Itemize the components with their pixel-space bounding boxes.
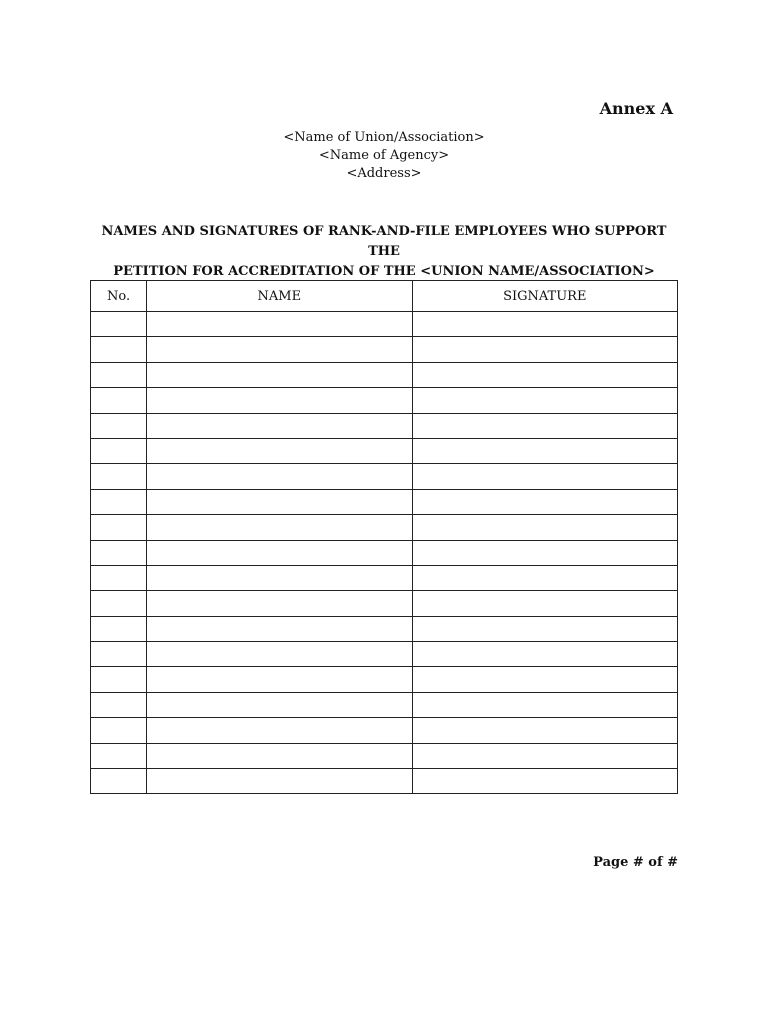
- cell-no[interactable]: [91, 692, 147, 717]
- table-row: [91, 312, 678, 337]
- cell-no[interactable]: [91, 464, 147, 489]
- document-title-line-1: NAMES AND SIGNATURES OF RANK-AND-FILE EMPLOYEES WHO SUPPORT THE: [101, 224, 667, 259]
- cell-no[interactable]: [91, 388, 147, 413]
- table-row: [91, 718, 678, 743]
- cell-name[interactable]: [147, 413, 412, 438]
- cell-signature[interactable]: [412, 362, 677, 387]
- letterhead: [0, 129, 768, 183]
- table-row: [91, 692, 678, 717]
- cell-no[interactable]: [91, 337, 147, 362]
- cell-name[interactable]: [147, 591, 412, 616]
- table-row: [91, 362, 678, 387]
- table-header-row: [91, 281, 678, 312]
- cell-name[interactable]: [147, 464, 412, 489]
- cell-name[interactable]: [147, 769, 412, 794]
- cell-name[interactable]: [147, 489, 412, 514]
- union-name-placeholder: <Name of Union/Association>: [283, 130, 485, 145]
- table-body: [91, 312, 678, 794]
- cell-no[interactable]: [91, 616, 147, 641]
- address-placeholder: <Address>: [346, 166, 422, 181]
- table-row: [91, 667, 678, 692]
- cell-signature[interactable]: [412, 312, 677, 337]
- cell-signature[interactable]: [412, 769, 677, 794]
- table-row: [91, 591, 678, 616]
- cell-signature[interactable]: [412, 438, 677, 463]
- page-number: Page # of #: [593, 855, 678, 870]
- signature-table: [90, 280, 678, 794]
- cell-no[interactable]: [91, 362, 147, 387]
- cell-name[interactable]: [147, 616, 412, 641]
- cell-signature[interactable]: [412, 464, 677, 489]
- column-header-no: No.: [91, 281, 147, 312]
- document-title-line-2: PETITION FOR ACCREDITATION OF THE <UNION NAME/ASSOCIATION>: [113, 264, 655, 279]
- cell-name[interactable]: [147, 388, 412, 413]
- table-row: [91, 413, 678, 438]
- cell-signature[interactable]: [412, 616, 677, 641]
- cell-signature[interactable]: [412, 718, 677, 743]
- cell-name[interactable]: [147, 312, 412, 337]
- cell-signature[interactable]: [412, 540, 677, 565]
- table-row: [91, 769, 678, 794]
- cell-name[interactable]: [147, 565, 412, 590]
- cell-signature[interactable]: [412, 591, 677, 616]
- table-row: [91, 565, 678, 590]
- cell-no[interactable]: [91, 769, 147, 794]
- cell-signature[interactable]: [412, 388, 677, 413]
- document-title: [90, 222, 678, 282]
- cell-name[interactable]: [147, 362, 412, 387]
- annex-label: Annex A: [599, 99, 673, 118]
- cell-signature[interactable]: [412, 515, 677, 540]
- cell-no[interactable]: [91, 413, 147, 438]
- cell-signature[interactable]: [412, 565, 677, 590]
- cell-no[interactable]: [91, 565, 147, 590]
- table-row: [91, 642, 678, 667]
- cell-name[interactable]: [147, 718, 412, 743]
- table-row: [91, 438, 678, 463]
- table-row: [91, 515, 678, 540]
- cell-name[interactable]: [147, 642, 412, 667]
- cell-name[interactable]: [147, 337, 412, 362]
- column-header-signature: SIGNATURE: [412, 281, 677, 312]
- cell-name[interactable]: [147, 438, 412, 463]
- cell-no[interactable]: [91, 438, 147, 463]
- table-row: [91, 388, 678, 413]
- cell-no[interactable]: [91, 489, 147, 514]
- cell-no[interactable]: [91, 667, 147, 692]
- table-row: [91, 489, 678, 514]
- cell-signature[interactable]: [412, 692, 677, 717]
- table-row: [91, 337, 678, 362]
- cell-no[interactable]: [91, 540, 147, 565]
- cell-signature[interactable]: [412, 642, 677, 667]
- cell-name[interactable]: [147, 692, 412, 717]
- cell-name[interactable]: [147, 515, 412, 540]
- cell-signature[interactable]: [412, 337, 677, 362]
- cell-no[interactable]: [91, 743, 147, 768]
- cell-signature[interactable]: [412, 489, 677, 514]
- table-row: [91, 540, 678, 565]
- cell-name[interactable]: [147, 743, 412, 768]
- cell-signature[interactable]: [412, 667, 677, 692]
- table-row: [91, 464, 678, 489]
- cell-no[interactable]: [91, 642, 147, 667]
- agency-name-placeholder: <Name of Agency>: [318, 148, 450, 163]
- column-header-name: NAME: [147, 281, 412, 312]
- cell-no[interactable]: [91, 591, 147, 616]
- cell-name[interactable]: [147, 667, 412, 692]
- cell-no[interactable]: [91, 312, 147, 337]
- table-row: [91, 616, 678, 641]
- cell-no[interactable]: [91, 515, 147, 540]
- cell-no[interactable]: [91, 718, 147, 743]
- table-row: [91, 743, 678, 768]
- cell-signature[interactable]: [412, 743, 677, 768]
- cell-name[interactable]: [147, 540, 412, 565]
- cell-signature[interactable]: [412, 413, 677, 438]
